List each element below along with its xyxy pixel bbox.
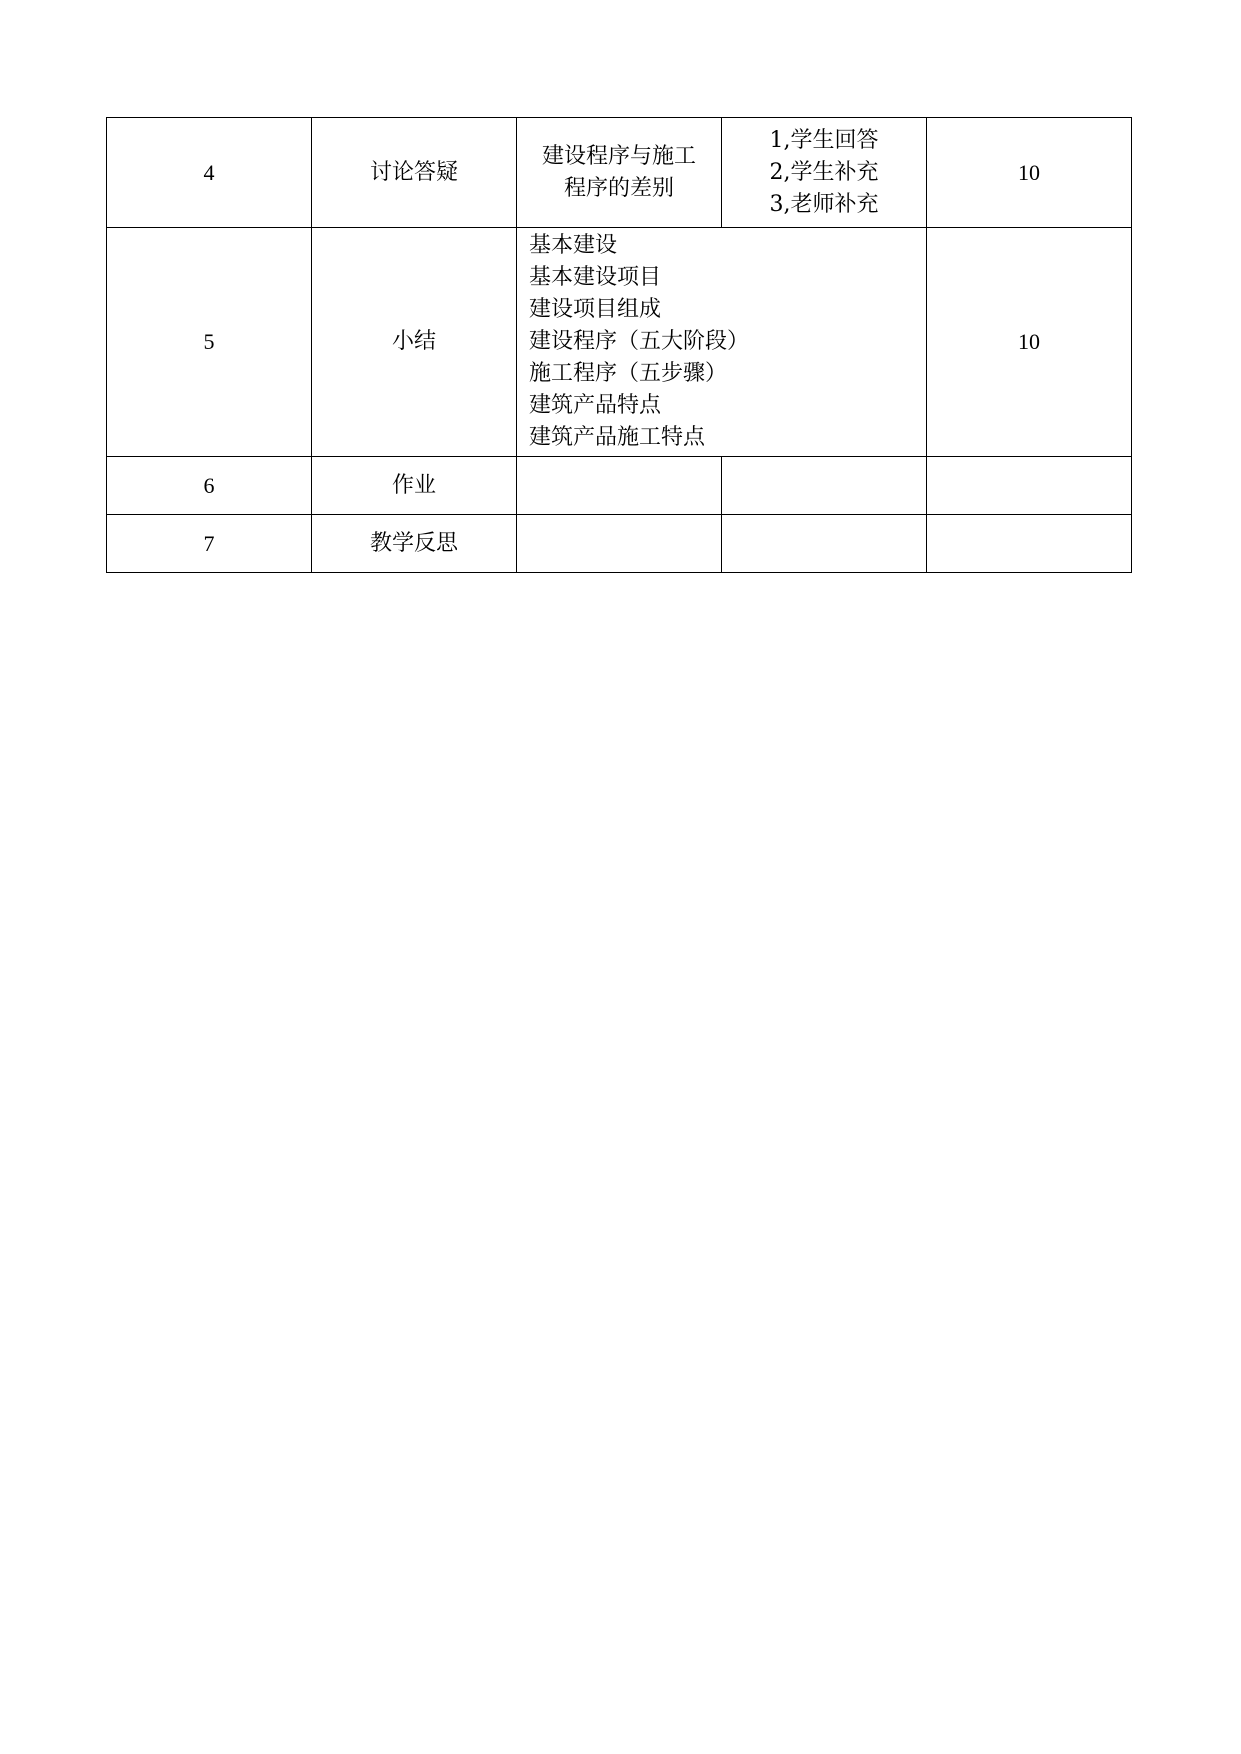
table-row-5 xyxy=(107,228,1132,457)
method-cell xyxy=(722,118,927,228)
content-cell xyxy=(517,118,722,228)
method-line: 3,老师补充 xyxy=(769,191,879,217)
activity-cell: 讨论答疑 xyxy=(312,118,517,228)
row-index-cell: 7 xyxy=(107,515,312,573)
summary-line: 建筑产品特点 xyxy=(529,393,662,418)
minutes-cell xyxy=(927,515,1132,573)
lesson-plan-table xyxy=(106,117,1132,573)
method-line: 1,学生回答 xyxy=(769,127,879,153)
table-row-6 xyxy=(107,457,1132,515)
activity-cell: 作业 xyxy=(312,457,517,515)
activity-cell: 小结 xyxy=(312,228,517,457)
content-cell xyxy=(517,515,722,573)
row-index-cell: 4 xyxy=(107,118,312,228)
summary-line: 建设程序（五大阶段） xyxy=(529,329,750,354)
minutes-cell: 10 xyxy=(927,228,1132,457)
summary-line: 建设项目组成 xyxy=(529,297,662,322)
method-cell xyxy=(722,515,927,573)
summary-line: 基本建设 xyxy=(529,233,618,258)
activity-cell: 教学反思 xyxy=(312,515,517,573)
content-line: 程序的差别 xyxy=(563,175,674,201)
row-index-cell: 6 xyxy=(107,457,312,515)
content-cell xyxy=(517,457,722,515)
table-row-7 xyxy=(107,515,1132,573)
table-row-4 xyxy=(107,118,1132,228)
minutes-cell: 10 xyxy=(927,118,1132,228)
summary-line: 施工程序（五步骤） xyxy=(529,361,728,386)
content-line: 建设程序与施工 xyxy=(541,143,696,169)
method-cell xyxy=(722,457,927,515)
row-index-cell: 5 xyxy=(107,228,312,457)
summary-line: 建筑产品施工特点 xyxy=(529,425,706,450)
summary-content-cell xyxy=(517,228,927,457)
minutes-cell xyxy=(927,457,1132,515)
summary-line: 基本建设项目 xyxy=(529,265,662,290)
method-line: 2,学生补充 xyxy=(769,159,879,185)
